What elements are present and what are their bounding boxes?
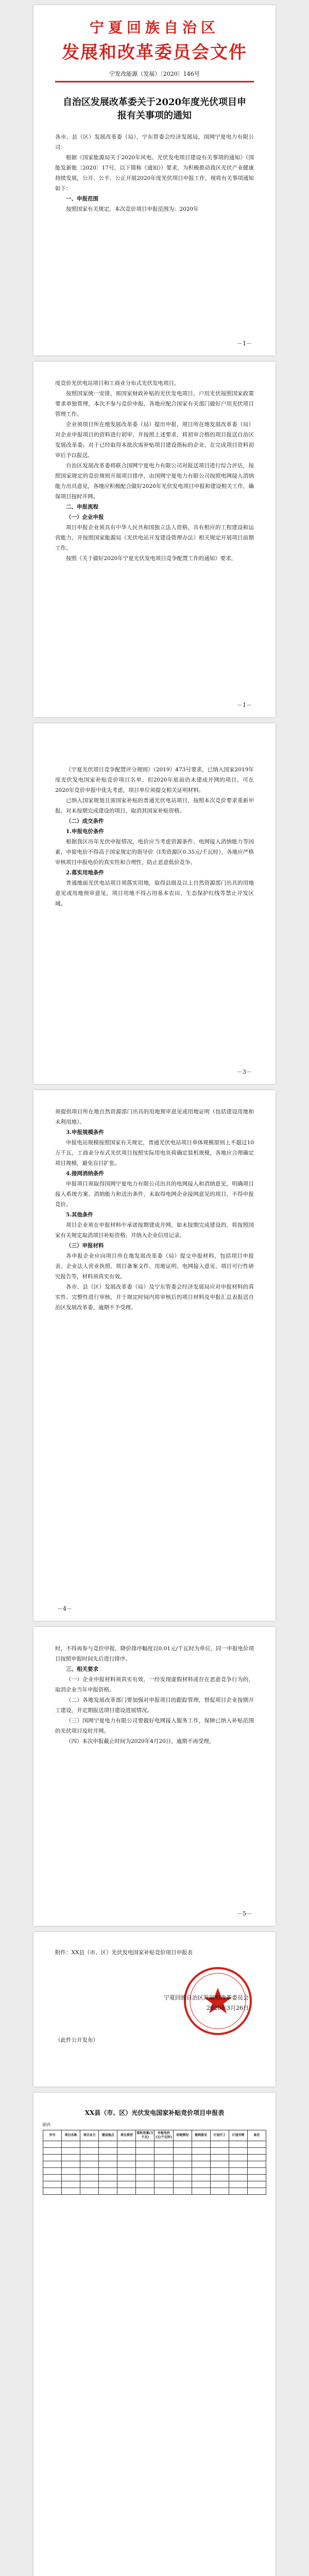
table-header-cell: 装机容量(万千瓦) (136, 2130, 154, 2141)
table-header-cell: 建设地点 (99, 2130, 117, 2141)
table-cell (136, 2161, 154, 2168)
table-cell (173, 2148, 192, 2155)
paragraph: （二）各地发展改革部门要加强对申报项目的跟踪管理，督促项目企业按期开工建设，并定期报送项目建设进展情况。 (55, 1697, 254, 1714)
table-cell (136, 2141, 154, 2148)
table-cell (117, 2175, 136, 2181)
table-row (43, 2148, 266, 2155)
table-cell (62, 2188, 80, 2195)
table-cell (117, 2141, 136, 2148)
red-divider (55, 81, 254, 82)
table-cell (192, 2141, 210, 2148)
table-cell (43, 2168, 62, 2175)
table-cell (229, 2148, 247, 2155)
table-cell (154, 2141, 173, 2148)
table-cell (192, 2155, 210, 2161)
table-cell (173, 2181, 192, 2188)
table-cell (62, 2141, 80, 2148)
table-header-cell: 申报电价(元/千瓦时) (154, 2130, 173, 2141)
table-cell (210, 2188, 229, 2195)
table-cell (136, 2188, 154, 2195)
table-title: XX县（市、区）光伏发电国家补贴竞价项目申报表 (84, 2109, 225, 2116)
document-page-1 (33, 5, 276, 355)
table-cell (229, 2155, 247, 2161)
table-cell (117, 2161, 136, 2168)
paragraph: 申报电站规模按照国家有关规定，普通光伏电站项目单体规模原则上不超过10万千瓦，工商业分布式光伏项目按照实际用电负荷确定装机规模，各地应合理确定项目规模，避免盲目扩张。 (55, 1140, 254, 1166)
paragraph: 按照国家有关规定，本次竞价项目申报范围为：2020年 (66, 206, 199, 212)
paragraph: （一）企业申报材料须真实有效，一经发现虚假材料或存在恶意竞争行为的，取消企业当年申报资格。 (55, 1676, 254, 1693)
recipients: 各市、县（区）发展改革委（局），宁东管委会经济发展局，国网宁夏电力有限公司： (55, 134, 254, 150)
table-cell (136, 2148, 154, 2155)
table-cell (247, 2148, 266, 2155)
subsection-heading: 2.落实用地条件 (66, 870, 104, 876)
table-cell (173, 2155, 192, 2161)
table-cell (62, 2148, 80, 2155)
table-cell (229, 2188, 247, 2195)
paragraph: 普通地面光伏电站项目须落实用地，取得县级及以上自然资源部门出具的用地意见或用地预审意见，项目用地不得占用基本农田、生态保护红线等禁止开发区域。 (55, 880, 254, 907)
table-cell (192, 2148, 210, 2155)
paragraph: 各市、县（区）发展改革委（局）及宁东管委会经济发展局应对申报材料的真实性、完整性进行审核，并于规定时间内将审核后的项目材料及申报汇总表报送自治区发展改革委，逾期不予受理。 (55, 1284, 254, 1311)
table-row (43, 2161, 266, 2168)
table-cell (99, 2181, 117, 2188)
table-cell (173, 2168, 192, 2175)
table-cell (210, 2168, 229, 2175)
page-number: －5－ (237, 1910, 252, 1917)
paragraph: 根据我区历年光伏申报情况，电价应当考虑资源条件、电网接入消纳能力等因素，申报电价不得高于国家规定的指导价（I类资源区0.35元/千瓦时），各地应严格审核项目申报电价的真实性和合理性，防止恶意低价竞争。 (55, 839, 254, 866)
table-cell (229, 2141, 247, 2148)
table-row (43, 2168, 266, 2175)
document-page-5 (33, 1627, 276, 1926)
paragraph: （三）国网宁夏电力有限公司要做好电网接入服务工作，保障已纳入补贴范围的光伏项目及时并网。 (55, 1718, 254, 1734)
table-cell (117, 2148, 136, 2155)
table-cell (117, 2181, 136, 2188)
document-page-7 (33, 2093, 276, 2576)
table-cell (210, 2161, 229, 2168)
table-cell (154, 2155, 173, 2161)
table-cell (99, 2148, 117, 2155)
table-cell (210, 2141, 229, 2148)
table-cell (210, 2175, 229, 2181)
page-number: －4－ (57, 1605, 72, 1612)
subsection-heading: 1.申报电价条件 (66, 828, 104, 835)
paragraph: 项目企业须在申报材料中承诺按期建成并网，如未按期完成建设的，将按照国家有关规定取消项目补贴资格，并纳入企业信用记录。 (55, 1222, 254, 1239)
table-cell (154, 2188, 173, 2195)
document-number: 宁发改能源（发展）〔2020〕146号 (109, 71, 200, 77)
section-heading-2: 二、申报流程 (66, 504, 98, 510)
table-cell (99, 2168, 117, 2175)
table-cell (99, 2161, 117, 2168)
table-cell (43, 2155, 62, 2161)
paragraph: （四）本次申报截止时间为2020年4月20日，逾期不再受理。 (66, 1738, 215, 1744)
table-header-cell: 项目业主 (80, 2130, 99, 2141)
table-header-cell: 用地情况 (173, 2130, 192, 2141)
paragraph: 按照《关于做好2020年宁夏光伏发电项目竞争配置工作的通知》要求， (66, 555, 237, 562)
paragraph: 按照国家统一安排，需国家财政补贴的光伏发电项目，户用光伏按照国家政策要求单独管理，本次不参与竞价申报，各地应配合国家有关部门做好户用光伏项目管理工作。 (55, 391, 254, 417)
document-page-2 (33, 362, 276, 717)
table-cell (247, 2155, 266, 2161)
subsection-heading: （一）企业申报 (66, 514, 104, 520)
table-cell (80, 2141, 99, 2148)
publication-note: （此件公开发布） (55, 2037, 98, 2043)
table-cell (210, 2148, 229, 2155)
table-cell (43, 2188, 62, 2195)
document-title: 自治区发展改革委关于2020年度光伏项目申报有关事项的通知 (62, 97, 247, 121)
issuer-doc-type: 发展和改革委员会文件 (62, 42, 247, 63)
subsection-heading: 3.申报规模条件 (66, 1129, 104, 1136)
document-page-4 (33, 1090, 276, 1621)
table-cell (136, 2175, 154, 2181)
paragraph: 须提供项目所在地自然资源部门出具的用地预审意见或用地证明（包括建设用地和未利用地）。 (55, 1109, 254, 1125)
section-heading-1: 一、申报范围 (66, 196, 98, 202)
table-cell (210, 2155, 229, 2161)
table-cell (136, 2181, 154, 2188)
table-cell (154, 2181, 173, 2188)
table-cell (43, 2161, 62, 2168)
page-number: －1－ (237, 340, 252, 347)
page-number: －3－ (237, 1069, 252, 1075)
signature-block (146, 1968, 254, 2045)
table-header-cell: 项目名称 (62, 2130, 80, 2141)
table-cell (43, 2181, 62, 2188)
table-cell (192, 2188, 210, 2195)
table-cell (80, 2168, 99, 2175)
table-row (43, 2155, 266, 2161)
table-cell (210, 2181, 229, 2188)
table-cell (80, 2161, 99, 2168)
table-cell (247, 2188, 266, 2195)
paragraph: 自治区发展改革委将联合国网宁夏电力有限公司对报送项目进行综合评估，按照国家规定的竞价规则开展项目排序，由国网宁夏电力有限公司按照电网接入消纳能力出具意见，各地应积极配合做好2020年光伏发电项目申报和建设相关工作，确保项目按时并网。 (55, 463, 254, 500)
table-body (43, 2141, 266, 2195)
page-number: －1－ (237, 702, 252, 708)
paragraph: 根据《国家能源局关于2020年风电、光伏发电项目建设有关事项的通知》（国能发新能〔2020〕17号，以下简称《通知》）要求，为积极推动我区光伏产业健康持续发展，公开、公平、公正开展2020年度光伏项目申报工作，现将有关事项通知如下： (55, 155, 254, 192)
table-cell (62, 2155, 80, 2161)
table-cell (62, 2161, 80, 2168)
table-cell (247, 2161, 266, 2168)
issuer-org: 宁夏回族自治区 (89, 19, 219, 36)
table-cell (229, 2161, 247, 2168)
table-cell (43, 2148, 62, 2155)
signing-org: 宁夏回族自治区发展和改革委员会 (164, 1994, 249, 2001)
application-table (43, 2130, 266, 2195)
paragraph: 度竞价光伏电站项目和工商业分布式光伏发电项目。 (55, 380, 180, 386)
table-cell (62, 2168, 80, 2175)
table-cell (154, 2168, 173, 2175)
table-cell (173, 2141, 192, 2148)
table-cell (80, 2155, 99, 2161)
signature-text (146, 1993, 249, 2013)
subsection-heading: （二）成交条件 (66, 818, 104, 824)
table-cell (247, 2175, 266, 2181)
document-page-6 (33, 1932, 276, 2087)
table-cell (80, 2181, 99, 2188)
table-header-cell: 项目类型 (117, 2130, 136, 2141)
table-cell (80, 2148, 99, 2155)
paragraph: 申报项目须取得国网宁夏电力有限公司出具的电网接入和消纳意见，明确项目接入系统方案、消纳能力和送出条件，未取得电网企业接网意见的项目，不得申报竞价。 (55, 1181, 254, 1208)
table-row (43, 2175, 266, 2181)
signing-date: 2020年3月26日 (207, 2005, 249, 2011)
table-cell (192, 2181, 210, 2188)
subsection-heading: 5.其他条件 (66, 1212, 93, 1218)
subsection-heading: （三）申报材料 (66, 1243, 104, 1249)
table-cell (247, 2168, 266, 2175)
attachment-label: 附件 (43, 2123, 51, 2127)
paragraph: 企业须项目所在地发展改革委（局）提出申报，项目所在地发展改革委（局）对企业申报项目的资料进行初审，并按照上述要求，将初审合格的项目报送自治区发展改革委。对于已经取得本批次需补贴项目建设指标的企业，在完成项目资料初审后予以报送。 (55, 421, 254, 459)
section-heading-3: 三、相关要求 (66, 1666, 98, 1672)
table-header-cell: 计划并网 (229, 2130, 247, 2141)
table-header-cell: 序号 (43, 2130, 62, 2141)
table-cell (99, 2141, 117, 2148)
paragraph: 《宁夏光伏项目竞争配置评分规则》（2019）473号要求，已纳入国家2019年度光伏发电国家补贴竞价项目名单、但2020年底前仍未建成并网的项目，可在2020年竞价申报中优先考虑，项目单位须提交相关证明材料。 (55, 767, 254, 793)
table-cell (154, 2175, 173, 2181)
table-cell (229, 2168, 247, 2175)
table-cell (247, 2181, 266, 2188)
paragraph: 项目申报企业须具有中华人民共和国独立法人资格，具有相应的工程建设和运营能力，并按照国家能源局《光伏电站开发建设管理办法》相关规定开展项目前期工作。 (55, 524, 254, 551)
table-cell (62, 2181, 80, 2188)
table-cell (99, 2188, 117, 2195)
paragraph: 时，不得再参与竞价申报，降价排序幅度以0.01元/千瓦时为单位，同一申报电价项目按照申报时间先后进行排序。 (55, 1646, 254, 1662)
paragraph: 各申报企业应向项目所在地发展改革委（局）提交申报材料，包括项目申报表、企业法人营业执照、项目备案文件、用地证明、电网接入意见、项目可行性研究报告等，材料须真实有效。 (55, 1253, 254, 1280)
table-cell (154, 2161, 173, 2168)
table-cell (173, 2188, 192, 2195)
table-cell (136, 2168, 154, 2175)
table-cell (99, 2155, 117, 2161)
document-page-3 (33, 723, 276, 1084)
table-cell (192, 2168, 210, 2175)
table-cell (117, 2155, 136, 2161)
table-cell (192, 2161, 210, 2168)
attachment-line: 附件：XX县（市、区）光伏发电国家补贴竞价项目申报表 (55, 1950, 193, 1956)
table-row (43, 2188, 266, 2195)
table-cell (99, 2175, 117, 2181)
table-header-cell: 接网意见 (192, 2130, 210, 2141)
table-cell (80, 2175, 99, 2181)
table-header-cell: 备注 (247, 2130, 266, 2141)
table-cell (192, 2175, 210, 2181)
table-cell (117, 2188, 136, 2195)
table-cell (229, 2181, 247, 2188)
table-cell (43, 2141, 62, 2148)
table-header-row (43, 2130, 266, 2141)
table-cell (117, 2168, 136, 2175)
table-cell (43, 2175, 62, 2181)
subsection-heading: 4.接网消纳条件 (66, 1171, 104, 1177)
table-cell (136, 2155, 154, 2161)
table-cell (62, 2175, 80, 2181)
table-row (43, 2141, 266, 2148)
table-cell (154, 2148, 173, 2155)
table-row (43, 2181, 266, 2188)
table-cell (229, 2175, 247, 2181)
table-cell (247, 2141, 266, 2148)
table-header-cell: 计划开工 (210, 2130, 229, 2141)
table-cell (80, 2188, 99, 2195)
table-cell (173, 2175, 192, 2181)
paragraph: 已纳入国家规划且需国家补贴的普通光伏电站项目，按照本次竞价要求重新申报，对未按期完成建设的项目，取消其国家补贴资格。 (55, 798, 254, 814)
table-cell (173, 2161, 192, 2168)
